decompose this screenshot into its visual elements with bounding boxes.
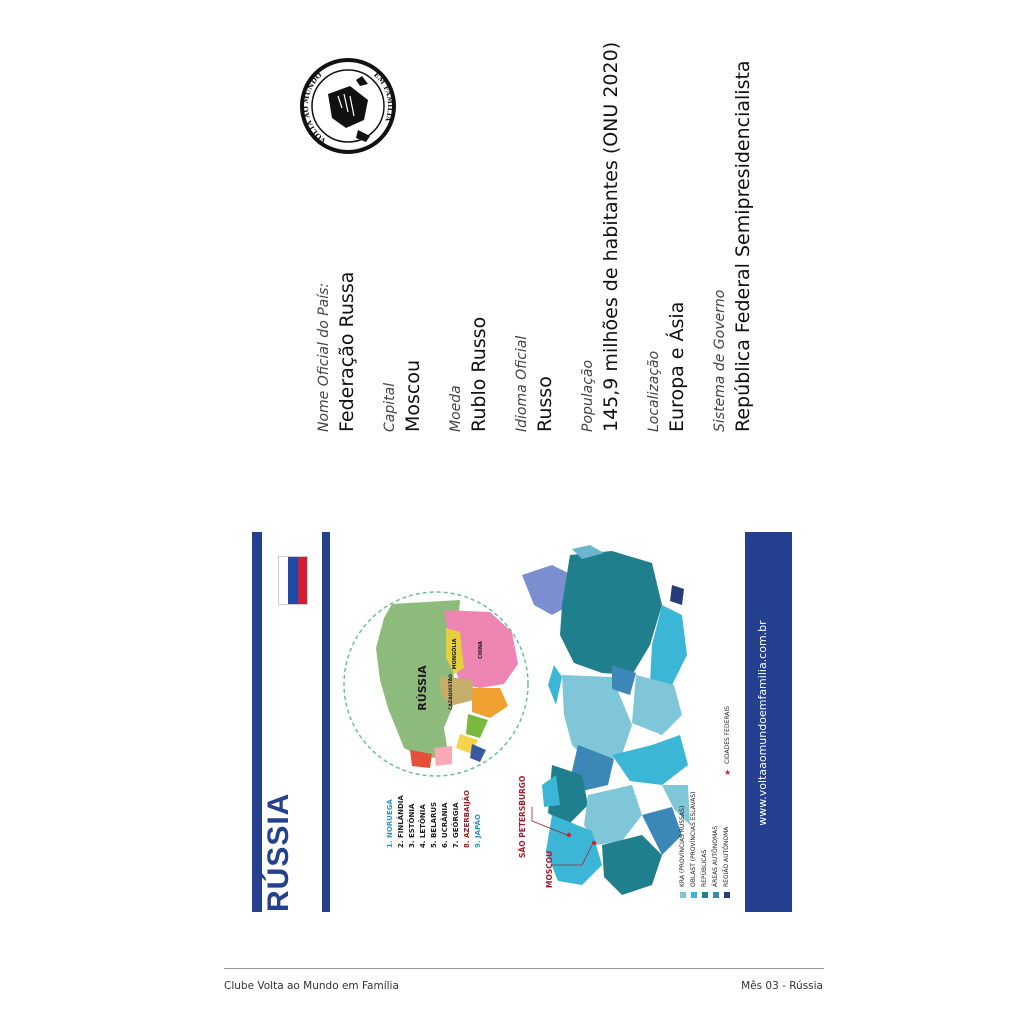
card-left-rule <box>252 532 262 912</box>
info-label-population: População <box>580 359 596 432</box>
inset-label-mongolia: MONGÓLIA <box>452 638 458 670</box>
info-value-location: Europa e Ásia <box>666 301 688 432</box>
info-label-government: Sistema de Governo <box>712 289 728 432</box>
legend-label: ÁREAS AUTÔNOMAS <box>712 825 719 887</box>
info-label-location: Localização <box>646 350 662 432</box>
info-value-capital: Moscou <box>402 359 424 432</box>
footer-divider <box>224 968 824 969</box>
stamp-logo <box>298 56 398 156</box>
federal-cities-label: CIDADES FEDERAIS <box>724 706 731 764</box>
info-value-language: Russo <box>534 376 556 432</box>
saint-petersburg-marker <box>567 833 571 837</box>
inset-label-russia: RÚSSIA <box>416 665 429 711</box>
footer-month-label: Mês 03 - Rússia <box>741 980 823 992</box>
legend-swatch <box>680 892 686 898</box>
russia-flag <box>279 557 307 604</box>
legend-label: REGIÃO AUTÔNOMA <box>723 826 730 887</box>
info-label-capital: Capital <box>382 382 398 432</box>
moscow-marker <box>592 841 596 845</box>
neighbor-item: 9. JAPÃO <box>474 814 482 848</box>
footer-club-name: Clube Volta ao Mundo em Família <box>224 980 399 992</box>
neighbor-item: 6. UCRÂNIA <box>441 802 449 848</box>
legend-swatch <box>702 892 708 898</box>
legend-swatch <box>713 892 719 898</box>
stamp-text-top: VOLTA AO MUNDO <box>300 70 328 146</box>
neighbor-item: 8. AZERBAIJÃO <box>463 790 471 848</box>
inset-map <box>340 588 532 780</box>
stamp-text-bottom: EM FAMÍLIA <box>372 70 396 123</box>
info-label-currency: Moeda <box>448 385 464 432</box>
info-value-currency: Rublo Russo <box>468 316 490 432</box>
neighbor-item: 2. FINLÂNDIA <box>397 795 405 848</box>
russia-regions-map <box>512 545 692 900</box>
neighbor-item: 5. BELARUS <box>430 801 438 848</box>
info-label-official-name: Nome Oficial do País: <box>316 282 332 432</box>
svg-text:EM FAMÍLIA <box>372 70 395 123</box>
card-title: RÚSSIA <box>262 792 295 912</box>
legend-label: REPÚBLICAS <box>701 849 708 887</box>
neighbor-item: 4. LETÔNIA <box>419 804 427 848</box>
card-website: www.voltaaomundoemfamilia.com.br <box>756 620 769 826</box>
federal-city-star-icon: ★ <box>724 768 732 777</box>
legend-swatch <box>724 892 730 898</box>
info-label-language: Idioma Oficial <box>514 335 530 432</box>
legend-label: OBLAST (PROVÍNCIAS ESLAVAS) <box>690 791 697 887</box>
inset-label-china: CHINA <box>478 641 484 659</box>
info-value-government: República Federal Semipresidencialista <box>732 60 754 432</box>
card-title-rule <box>322 532 330 912</box>
svg-text:VOLTA AO MUNDO <box>301 70 329 146</box>
neighbor-item: 7. GEÓRGIA <box>452 802 460 848</box>
neighbor-item: 3. ESTÔNIA <box>408 803 416 848</box>
info-value-official-name: Federação Russa <box>336 271 358 432</box>
info-value-population: 145,9 milhões de habitantes (ONU 2020) <box>600 41 622 432</box>
legend-swatch <box>691 892 697 898</box>
legend-label: KRA (PROVÍNCIAS RUSSAS) <box>679 805 686 887</box>
neighbor-item: 1. NORUEGA <box>386 799 394 848</box>
city-label-moscow: MOSCOU <box>545 850 554 888</box>
inset-label-kazakhstan: CAZAQUISTÃO <box>449 674 454 710</box>
city-label-saint-petersburg: SÃO PETERSBURGO <box>518 775 527 858</box>
